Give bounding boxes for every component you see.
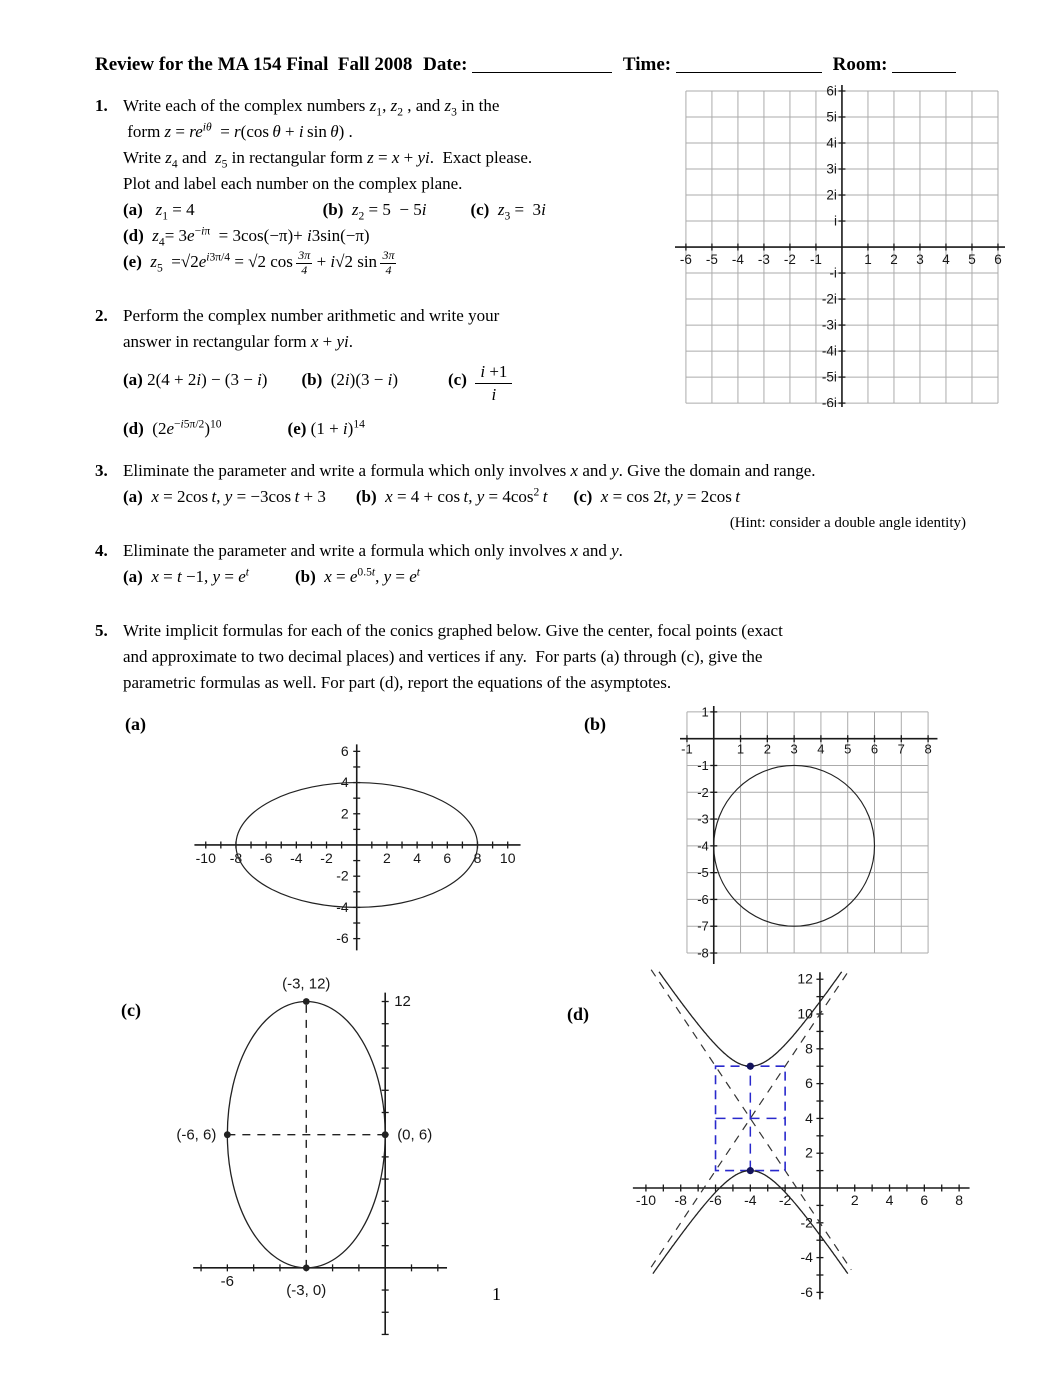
time-label: Time: <box>622 54 672 75</box>
svg-text:-10: -10 <box>635 1192 657 1209</box>
svg-text:(-3, 0): (-3, 0) <box>286 1281 327 1299</box>
svg-text:-6i: -6i <box>821 395 837 407</box>
svg-text:10: 10 <box>797 1005 813 1022</box>
problem-2-parts-de: (d) $(2e^{-i5\pi/2})^{10}$ (e) $(1 + i)^{14}$ <box>123 417 365 439</box>
svg-text:8: 8 <box>924 741 932 757</box>
hyperbola-graph-d <box>608 962 1063 1362</box>
svg-text:8: 8 <box>473 849 482 866</box>
svg-text:-7: -7 <box>697 918 709 934</box>
problem-5-number: 5. <box>95 621 108 640</box>
problem-1-part-d: (d) $z_4= 3e^{-i\pi} = 3\cos(-\pi)+ i3\sin(-\pi)$ <box>123 224 370 249</box>
svg-text:2i: 2i <box>826 187 837 203</box>
problem-1-line: Write $z_4$ and $z_5$ in rectangular form z = x + yi. Exact please. <box>123 148 533 171</box>
problem-4-line: Eliminate the parameter and write a formula which only involves x and y. <box>123 541 623 560</box>
problem-4-number: 4. <box>95 541 108 560</box>
svg-text:3: 3 <box>916 252 924 268</box>
svg-text:-3i: -3i <box>821 317 837 333</box>
svg-text:5: 5 <box>968 252 976 268</box>
svg-text:2: 2 <box>850 1192 859 1209</box>
svg-text:-4: -4 <box>290 849 303 866</box>
svg-text:12: 12 <box>394 993 411 1011</box>
svg-text:5i: 5i <box>826 109 837 125</box>
problem-2-line: answer in rectangular form x + yi. <box>123 332 354 351</box>
problem-3-number: 3. <box>95 461 108 480</box>
problem-2 <box>95 303 695 442</box>
svg-text:-3: -3 <box>757 252 770 268</box>
svg-text:2: 2 <box>763 741 771 757</box>
svg-text:-2: -2 <box>320 849 333 866</box>
problem-1-part-e: (e) $z_5 =√2e^{i3\pi/4} = √2$ cos $\frac{3\pi}{4}$ + i√2 sin $\frac{3\pi}{4}$ <box>123 248 395 277</box>
svg-text:-4: -4 <box>697 838 709 854</box>
svg-text:2: 2 <box>805 1144 813 1161</box>
svg-text:8: 8 <box>805 1040 813 1057</box>
svg-text:1: 1 <box>864 252 872 268</box>
problem-5-line: Write implicit formulas for each of the conics graphed below. Give the center, focal points (exact <box>123 621 783 640</box>
svg-text:4: 4 <box>885 1192 894 1209</box>
svg-text:6: 6 <box>443 849 452 866</box>
svg-text:3: 3 <box>790 741 798 757</box>
svg-text:-2: -2 <box>783 252 796 268</box>
svg-text:3i: 3i <box>826 161 837 177</box>
graph-c-label: (c) <box>121 1000 141 1020</box>
svg-text:-6: -6 <box>800 1283 813 1300</box>
svg-text:-10: -10 <box>195 849 216 866</box>
problem-2-number: 2. <box>95 306 108 325</box>
svg-text:10: 10 <box>499 849 516 866</box>
svg-text:4i: 4i <box>826 135 837 151</box>
complex-plane-graph <box>675 85 1005 407</box>
svg-text:2: 2 <box>383 849 391 866</box>
svg-text:-1: -1 <box>697 757 709 773</box>
problem-1-line: Plot and label each number on the complex plane. <box>123 174 463 193</box>
svg-text:5: 5 <box>844 741 852 757</box>
graph-a-label: (a) <box>125 714 146 734</box>
svg-text:4: 4 <box>340 774 349 791</box>
svg-text:4: 4 <box>942 252 950 268</box>
svg-text:4: 4 <box>805 1109 813 1126</box>
problem-3-line: Eliminate the parameter and write a formula which only involves x and y. Give the domain and range. <box>123 461 816 480</box>
ellipse-graph-c <box>160 968 512 1336</box>
problem-3-hint: (Hint: consider a double angle identity) <box>729 515 966 531</box>
svg-text:6: 6 <box>340 742 349 759</box>
svg-text:8: 8 <box>955 1192 964 1209</box>
svg-text:2: 2 <box>890 252 898 268</box>
problem-2-parts-abc: (a) 2(4 + 2i) − (3 − i) (b) (2i)(3 − i) (c) $\frac{i +1}{i}$ <box>123 361 695 406</box>
svg-text:6i: 6i <box>826 85 837 99</box>
svg-text:-6: -6 <box>697 891 709 907</box>
svg-text:-4: -4 <box>800 1249 813 1266</box>
problem-4-parts-ab: (a) x = t −1, $y = e^t$ (b) $x = e^{0.5t}$, $y = e^t$ <box>123 565 420 586</box>
svg-text:-i: -i <box>829 265 837 281</box>
problem-1-number: 1. <box>95 96 108 115</box>
problem-5-line: parametric formulas as well. For part (d), report the equations of the asymptotes. <box>123 673 672 692</box>
svg-text:-8: -8 <box>229 849 243 866</box>
svg-text:-2: -2 <box>800 1214 813 1231</box>
svg-text:-6: -6 <box>679 252 692 268</box>
svg-text:6: 6 <box>805 1075 813 1092</box>
problem-1-line: Write each of the complex numbers $z_1$, $z_2$ , and $z_3$ in the <box>123 96 500 119</box>
svg-text:2: 2 <box>340 805 349 822</box>
svg-text:-1: -1 <box>809 252 822 268</box>
svg-text:-1: -1 <box>681 741 693 757</box>
problem-5-line: and approximate to two decimal places) and vertices if any. For parts (a) through (c), give the <box>123 647 763 666</box>
svg-text:4: 4 <box>817 741 825 757</box>
svg-text:1: 1 <box>736 741 745 757</box>
svg-text:-8: -8 <box>674 1192 687 1209</box>
room-blank-line <box>892 53 956 73</box>
svg-text:-2i: -2i <box>821 291 837 307</box>
problem-4 <box>95 538 815 590</box>
svg-text:-8: -8 <box>697 945 709 961</box>
svg-text:i: i <box>833 213 837 229</box>
date-blank-line <box>472 53 612 73</box>
graph-d-label: (d) <box>567 1004 589 1024</box>
svg-text:12: 12 <box>797 970 813 987</box>
problem-1-parts-abc: (a) $z_1 = 4$ (b) $z_2 = 5 - 5i$ (c) $z_3 = 3i$ <box>123 200 546 223</box>
svg-text:-4: -4 <box>731 252 744 268</box>
header <box>95 53 1005 76</box>
svg-text:4: 4 <box>413 849 422 866</box>
problem-5 <box>95 618 1040 696</box>
svg-text:-6: -6 <box>336 930 349 947</box>
svg-text:-6: -6 <box>259 849 273 866</box>
svg-text:-2: -2 <box>697 784 709 800</box>
problem-2-line: Perform the complex number arithmetic and write your <box>123 306 500 325</box>
svg-text:-6: -6 <box>220 1272 235 1290</box>
problem-1 <box>95 93 695 278</box>
svg-text:-3: -3 <box>697 811 709 827</box>
svg-text:6: 6 <box>870 741 879 757</box>
svg-text:-4: -4 <box>744 1192 757 1209</box>
problem-3-parts-abc: (a) x = 2cos t, y = −3cos t + 3 (b) x = 4 + cos t, $y = 4\cos^2$ t (c) x = cos 2t, y = 2cos t <box>123 485 741 506</box>
svg-text:-6: -6 <box>709 1192 722 1209</box>
ellipse-graph-a <box>168 737 553 955</box>
svg-text:-4i: -4i <box>821 343 837 359</box>
svg-text:(-3, 12): (-3, 12) <box>282 975 331 993</box>
svg-text:-5: -5 <box>705 252 718 268</box>
svg-text:7: 7 <box>897 741 905 757</box>
time-blank-line <box>676 53 822 73</box>
svg-text:-5i: -5i <box>821 369 837 385</box>
svg-text:6: 6 <box>920 1192 929 1209</box>
svg-text:6: 6 <box>994 252 1002 268</box>
circle-graph-b <box>680 706 938 964</box>
page-title: Review for the MA 154 Final Fall 2008 <box>95 54 413 75</box>
svg-text:-5: -5 <box>697 865 709 881</box>
graph-b-label: (b) <box>584 714 606 734</box>
svg-text:-4: -4 <box>336 898 349 915</box>
room-label: Room: <box>832 54 888 75</box>
svg-text:(-6, 6): (-6, 6) <box>176 1126 217 1144</box>
problem-1-line: form $z = re^{i\theta} = r(\cos$ θ + i sin θ) . <box>123 120 353 141</box>
problem-3 <box>95 458 1050 536</box>
svg-text:(0, 6): (0, 6) <box>397 1126 433 1144</box>
date-label: Date: <box>423 54 468 75</box>
svg-text:-2: -2 <box>336 867 349 884</box>
svg-text:1: 1 <box>701 706 709 720</box>
svg-text:-2: -2 <box>778 1192 792 1209</box>
page-number: 1 <box>492 1284 501 1304</box>
